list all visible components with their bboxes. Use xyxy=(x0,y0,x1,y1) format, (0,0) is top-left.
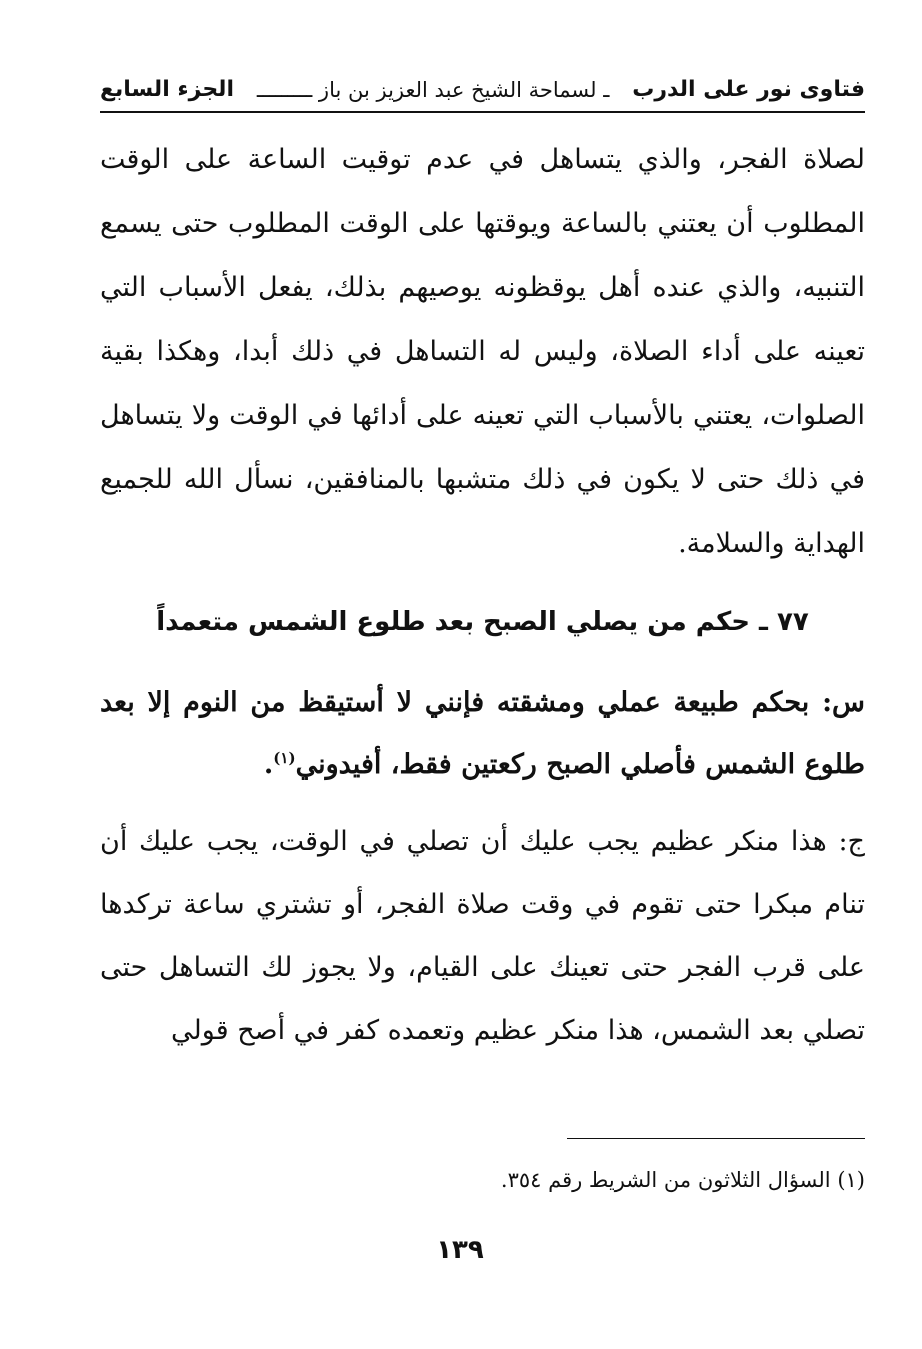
footnote-rule xyxy=(567,1138,865,1139)
section-heading: ٧٧ ـ حكم من يصلي الصبح بعد طلوع الشمس متعمداً xyxy=(156,607,809,637)
answer-block xyxy=(100,810,865,1062)
header-author: ـ لسماحة الشيخ عبد العزيز بن باز ـــــــــ xyxy=(256,78,610,102)
intro-paragraph xyxy=(100,128,865,576)
answer-text: ج: هذا منكر عظيم يجب عليك أن تصلي في الوقت، يجب عليك أن تنام مبكرا حتى تقوم في وقت صلاة الفجر، أو تشتري ساعة تركدها على قرب الفجر حتى تعينك على القيام، ولا يجوز لك التساهل حتى تصلي بعد الشمس، هذا منكر عظيم وتعمده كفر في أصح قولي xyxy=(100,826,865,1046)
question-paragraph xyxy=(100,672,865,796)
running-header xyxy=(100,70,865,110)
footnote-reference: (١) xyxy=(273,749,296,767)
header-rule xyxy=(100,111,865,113)
header-book-title: فتاوى نور على الدرب xyxy=(632,77,865,102)
question-end: . xyxy=(263,749,274,780)
intro-paragraph-text: لصلاة الفجر، والذي يتساهل في عدم توقيت الساعة على الوقت المطلوب أن يعتني بالساعة ويوقتها على الوقت المطلوب حتى يسمع التنبيه، والذي عنده أهل يوقظونه يوصيهم بذلك، يفعل الأسباب التي تعينه على أداء الصلاة، وليس له التساهل في ذلك أبدا، وهكذا بقية الصلوات، يعتني بالأسباب التي تعينه على أدائها في الوقت ولا يتساهل في ذلك حتى لا يكون في ذلك متشبها بالمنافقين، نسأل الله للجميع الهداية والسلامة. xyxy=(100,144,865,559)
footnote: (١) السؤال الثلاثون من الشريط رقم ٣٥٤. xyxy=(500,1168,865,1192)
header-volume: الجزء السابع xyxy=(100,77,234,102)
page-number: ١٣٩ xyxy=(436,1235,484,1265)
question-text: س: بحكم طبيعة عملي ومشقته فإنني لا أستيقظ من النوم إلا بعد طلوع الشمس فأصلي الصبح ركعتين فقط، أفيدوني xyxy=(100,687,865,780)
question-block xyxy=(100,672,865,796)
